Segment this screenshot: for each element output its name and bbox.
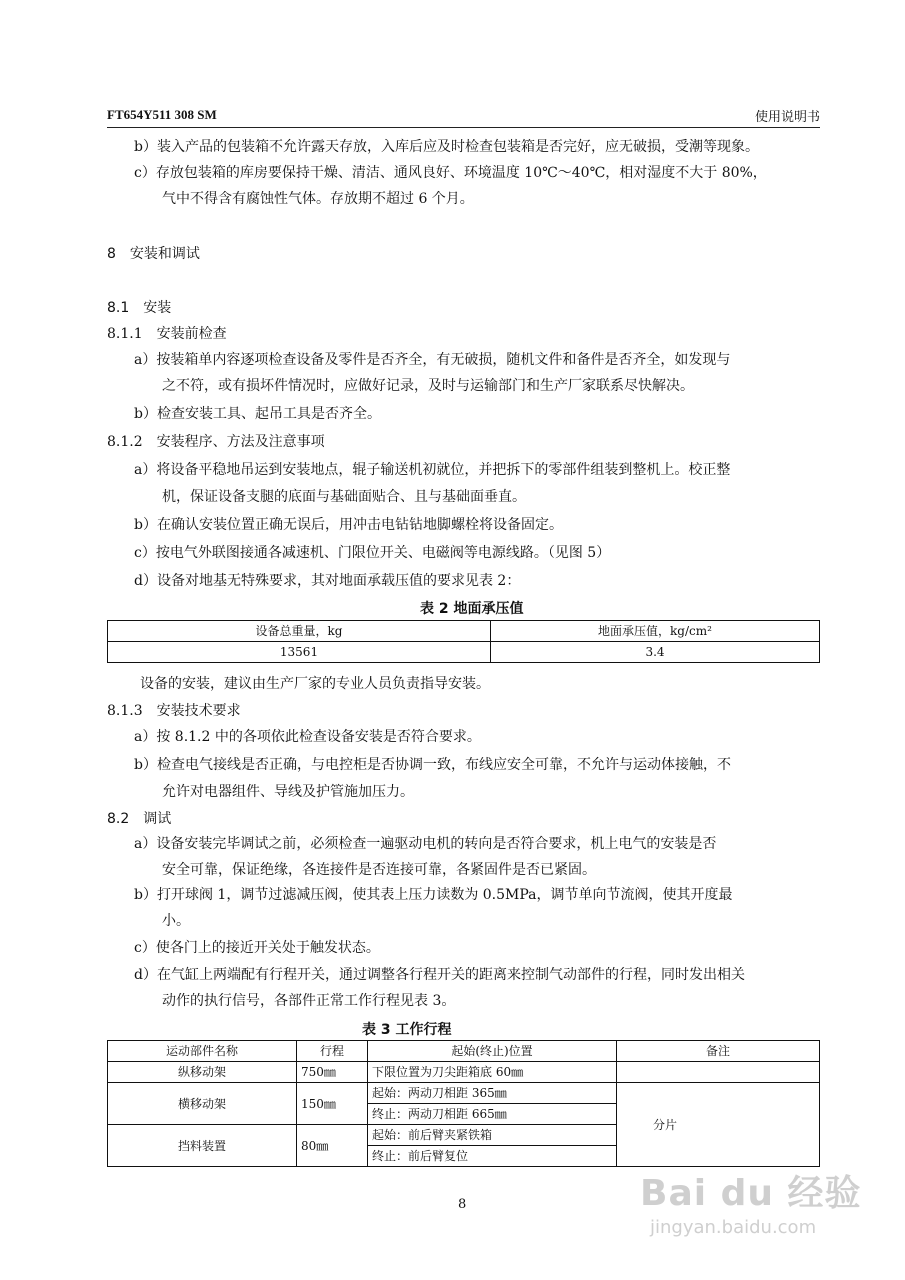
table3-header-row: [108, 1041, 820, 1062]
s811-item-a-line2: 之不符，或有损坏件情况时，应做好记录，及时与运输部门和生产厂家联系尽快解决。: [162, 378, 694, 394]
table3: [107, 1040, 820, 1167]
table3-position-end: 终止：两动刀相距 665㎜: [368, 1104, 617, 1125]
s813-item-b-line2: 允许对电器组件、导线及护管施加压力。: [162, 784, 414, 800]
section-8-1-title: 8.1 安装: [107, 300, 172, 316]
table2-weight-value: 13561: [108, 642, 491, 663]
storage-item-b: b）装入产品的包装箱不允许露天存放，入库后应及时检查包装箱是否完好，应无破损，受潮等现象。: [134, 139, 759, 155]
doc-code: FT654Y511 308 SM: [107, 107, 217, 122]
s82-item-a-line2: 安全可靠，保证绝缘，各连接件是否连接可靠，各紧固件是否已紧固。: [162, 862, 596, 878]
s812-item-c: c）按电气外联图接通各减速机、门限位开关、电磁阀等电源线路。（见图 5）: [134, 545, 611, 561]
table2-header-pressure: 地面承压值，kg/cm²: [491, 621, 820, 642]
table3-part-name: 横移动架: [108, 1083, 297, 1125]
baidu-watermark: [640, 1165, 870, 1245]
table-row: [108, 1083, 820, 1104]
s812-item-d: d）设备对地基无特殊要求，其对地面承载压值的要求见表 2：: [134, 573, 521, 589]
table3-part-name: 纵移动架: [108, 1062, 297, 1083]
table2: [107, 620, 820, 663]
section-8-1-2-title: 8.1.2 安装程序、方法及注意事项: [107, 434, 325, 450]
table3-caption: 表 3 工作行程: [362, 1022, 452, 1038]
s813-item-b-line1: b）检查电气接线是否正确，与电控柜是否协调一致，布线应安全可靠，不允许与运动体接触，不: [134, 757, 731, 773]
table3-stroke: 750㎜: [297, 1062, 368, 1083]
watermark-url: jingyan.baidu.com: [650, 1217, 817, 1238]
s82-item-d-line1: d）在气缸上两端配有行程开关，通过调整各行程开关的距离来控制气动部件的行程，同时发出相关: [134, 967, 745, 983]
s813-item-a: a）按 8.1.2 中的各项依此检查设备安装是否符合要求。: [134, 729, 481, 745]
table-row: [108, 1062, 820, 1083]
table3-header-stroke: 行程: [297, 1041, 368, 1062]
watermark-logo: Bai du 经验: [640, 1173, 862, 1214]
storage-item-c-line2: 气中不得含有腐蚀性气体。存放期不超过 6 个月。: [162, 191, 474, 207]
table3-header-part: 运动部件名称: [108, 1041, 297, 1062]
table3-stroke: 80㎜: [297, 1125, 368, 1167]
header-rule: [107, 127, 820, 128]
s811-item-b: b）检查安装工具、起吊工具是否齐全。: [134, 406, 381, 422]
page-number: 8: [458, 1197, 467, 1212]
table2-pressure-value: 3.4: [491, 642, 820, 663]
storage-item-c-line1: c）存放包装箱的库房要保持干燥、清洁、通风良好、环境温度 10℃～40℃，相对湿度不大于 80%，: [134, 165, 767, 181]
table2-row: [108, 642, 820, 663]
table3-remark: 分片: [617, 1083, 820, 1167]
section-8-1-3-title: 8.1.3 安装技术要求: [107, 703, 241, 719]
install-note: 设备的安装，建议由生产厂家的专业人员负责指导安装。: [140, 676, 490, 692]
s82-item-a-line1: a）设备安装完毕调试之前，必须检查一遍驱动电机的转向是否符合要求，机上电气的安装是否: [134, 836, 717, 852]
table3-remark-empty: [617, 1062, 820, 1083]
table3-header-position: 起始(终止)位置: [368, 1041, 617, 1062]
section-8-1-1-title: 8.1.1 安装前检查: [107, 326, 227, 342]
section-8-title: 8 安装和调试: [107, 246, 200, 262]
table3-part-name: 挡料装置: [108, 1125, 297, 1167]
s811-item-a-line1: a）按装箱单内容逐项检查设备及零件是否齐全，有无破损，随机文件和备件是否齐全，如发现与: [134, 352, 731, 368]
section-8-2-title: 8.2 调试: [107, 811, 172, 827]
s812-item-a-line1: a）将设备平稳地吊运到安装地点，辊子输送机初就位，并把拆下的零部件组装到整机上。校正整: [134, 462, 731, 478]
table2-header-row: [108, 621, 820, 642]
s82-item-c: c）使各门上的接近开关处于触发状态。: [134, 940, 380, 956]
s812-item-a-line2: 机，保证设备支腿的底面与基础面贴合、且与基础面垂直。: [162, 489, 526, 505]
table3-position-start: 起始：两动刀相距 365㎜: [368, 1083, 617, 1104]
table3-position-end: 终止：前后臂复位: [368, 1146, 617, 1167]
doc-type: 使用说明书: [754, 110, 820, 125]
s82-item-d-line2: 动作的执行信号，各部件正常工作行程见表 3。: [162, 993, 456, 1009]
table3-position: 下限位置为刀尖距箱底 60㎜: [368, 1062, 617, 1083]
s812-item-b: b）在确认安装位置正确无误后，用冲击电钻钻地脚螺栓将设备固定。: [134, 517, 563, 533]
table2-caption: 表 2 地面承压值: [420, 601, 524, 617]
table2-header-weight: 设备总重量，kg: [108, 621, 491, 642]
table3-stroke: 150㎜: [297, 1083, 368, 1125]
table3-header-remark: 备注: [617, 1041, 820, 1062]
table3-position-start: 起始：前后臂夹紧铁箱: [368, 1125, 617, 1146]
s82-item-b-line1: b）打开球阀 1，调节过滤减压阀，使其表上压力读数为 0.5MPa，调节单向节流阀，使其开度最: [134, 887, 733, 903]
s82-item-b-line2: 小。: [162, 913, 190, 929]
